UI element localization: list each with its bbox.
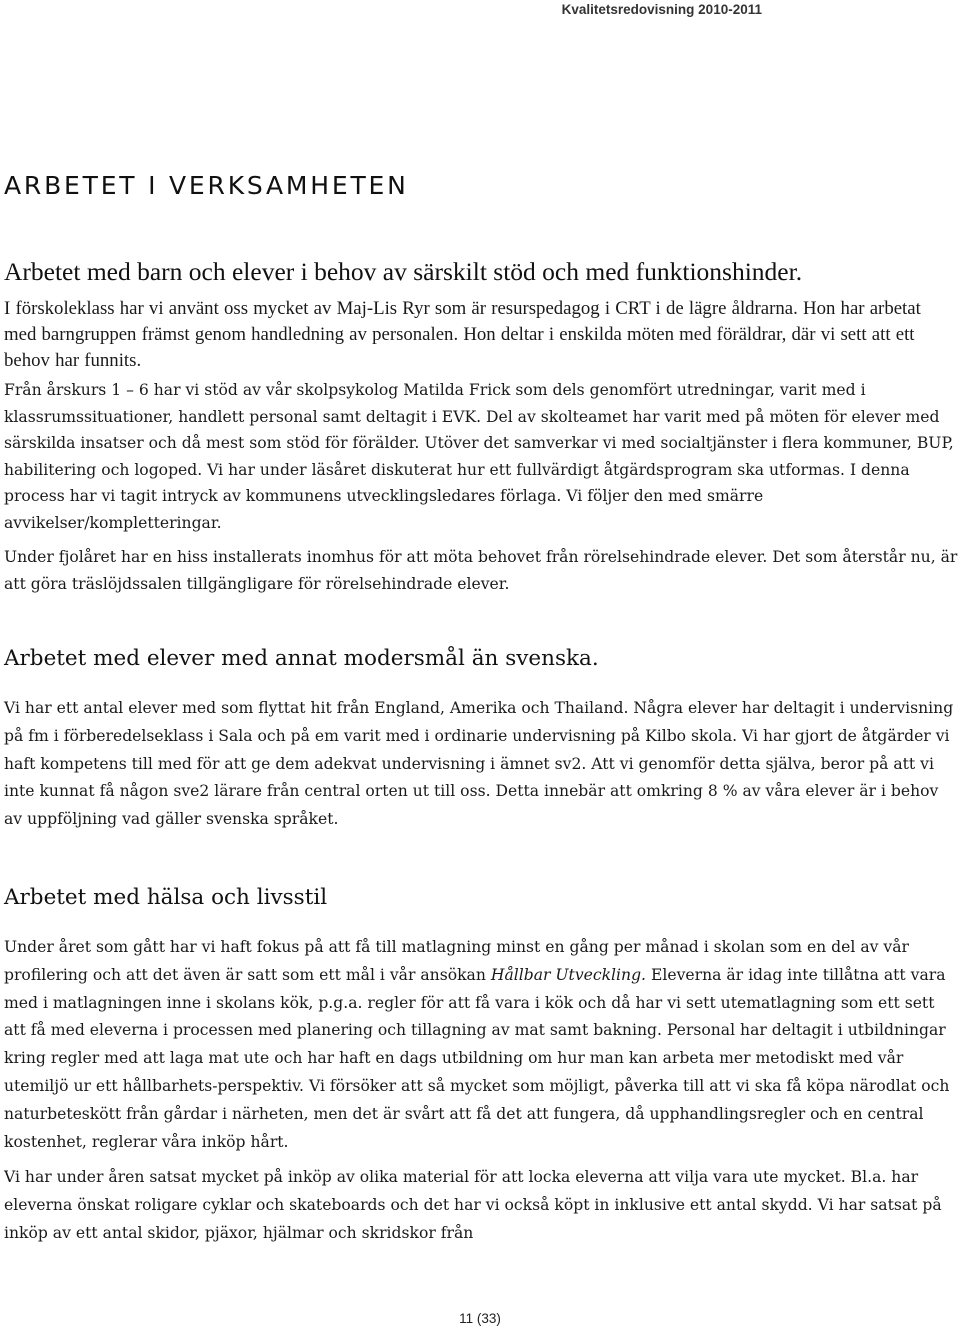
section-title: ARBETET I VERKSAMHETEN — [4, 171, 409, 200]
paragraph-mother-tongue: Vi har ett antal elever med som flyttat hit från England, Amerika och Thailand. Några elever har deltagit i undervisning på fm i förberedelseklass i Sala och på em varit med i ordinarie undervisning på Kilbo skola. Vi har gjort de åtgärder vi haft kompetens till med för att ge dem adekvat undervisning i ämnet sv2. Att vi genomför detta själva, beror på att vi inte kunnat få någon sve2 lärare från central orten ut till oss. Detta innebär att omkring 8 % av våra elever är i behov av uppföljning vad gäller svenska språket. — [4, 699, 954, 829]
heading-mother-tongue: Arbetet med elever med annat modersmål än svenska. — [4, 646, 599, 671]
paragraph-health-1-italic: Hållbar Utveckling. — [490, 965, 647, 984]
paragraph-special-support-body: Från årskurs 1 – 6 har vi stöd av vår skolpsykolog Matilda Frick som dels genomfört utredningar, varit med i klassrumssituationer, handlett personal samt deltagit i EVK. Del av skolteamet har varit med på möten för elever med särskilda insatser och då mest som stöd för förälder. Utöver det samverkar vi med socialtjänster i flera kommuner, BUP, habilitering och logoped. Vi har under läsåret diskuterat hur ett fullvärdigt åtgärdsprogram ska utformas. I denna process har vi tagit intryck av kommunens utvecklingsledares förlaga. Vi följer den med smärre avvikelser/kompletteringar. — [4, 381, 954, 532]
paragraph-special-support-intro: I förskoleklass har vi använt oss mycket av Maj-Lis Ryr som är resurspedagog i CRT i de lägre åldrarna. Hon har arbetat med barngruppen främst genom handledning av personalen. Hon deltar i enskilda möten med föräldrar, där vi sett att ett behov har funnits. — [4, 298, 921, 371]
paragraph-health-1-part-a: Under året som gått har vi haft fokus på att få till matlagning minst en gång per månad i skolan som en del av vår profilering och att det även är satt som ett mål i vår ansökan — [4, 937, 909, 984]
paragraph-health-2: Vi har under åren satsat mycket på inköp av olika material för att locka eleverna att vilja vara ute mycket. Bl.a. har eleverna önskat roligare cyklar och skateboards och det har vi också köpt in inklusive ett antal skydd. Vi har satsat på inköp av ett antal skidor, pjäxor, hjälmar och skridskor från — [4, 1168, 942, 1242]
page-number: 11 (33) — [459, 1311, 501, 1326]
heading-special-support: Arbetet med barn och elever i behov av särskilt stöd och med funktionshinder. — [4, 257, 803, 286]
heading-health: Arbetet med hälsa och livsstil — [4, 884, 328, 910]
paragraph-health-1 — [4, 934, 958, 1156]
paragraph-health-1-part-b: Eleverna är idag inte tillåtna att vara med i matlagningen inne i skolans kök, p.g.a. regler för att få vara i kök och då har vi sett utematlagning som ett sett att få med eleverna i processen med planering och tillagning av mat samt bakning. Personal har deltagit i utbildningar kring regler med att laga mat ute och har haft en dags utbildning om hur man kan arbeta mer metodiskt med vår utemiljö ur ett hållbarhets-perspektiv. Vi försöker att så mycket som möjligt, påverka till att vi ska få köpa närodlat och naturbeteskött från gårdar i närheten, men det är svårt att få det att fungera, då upphandlingsregler och en central kostenhet, reglerar våra inköp hårt. — [4, 965, 950, 1151]
paragraph-special-support-facilities: Under fjolåret har en hiss installerats inomhus för att möta behovet från rörelsehindrade elever. Det som återstår nu, är att göra träslöjdssalen tillgängligare för rörelsehindrade elever. — [4, 548, 958, 593]
document-body — [4, 166, 958, 1248]
running-header: Kvalitetsredovisning 2010-2011 — [561, 2, 762, 17]
